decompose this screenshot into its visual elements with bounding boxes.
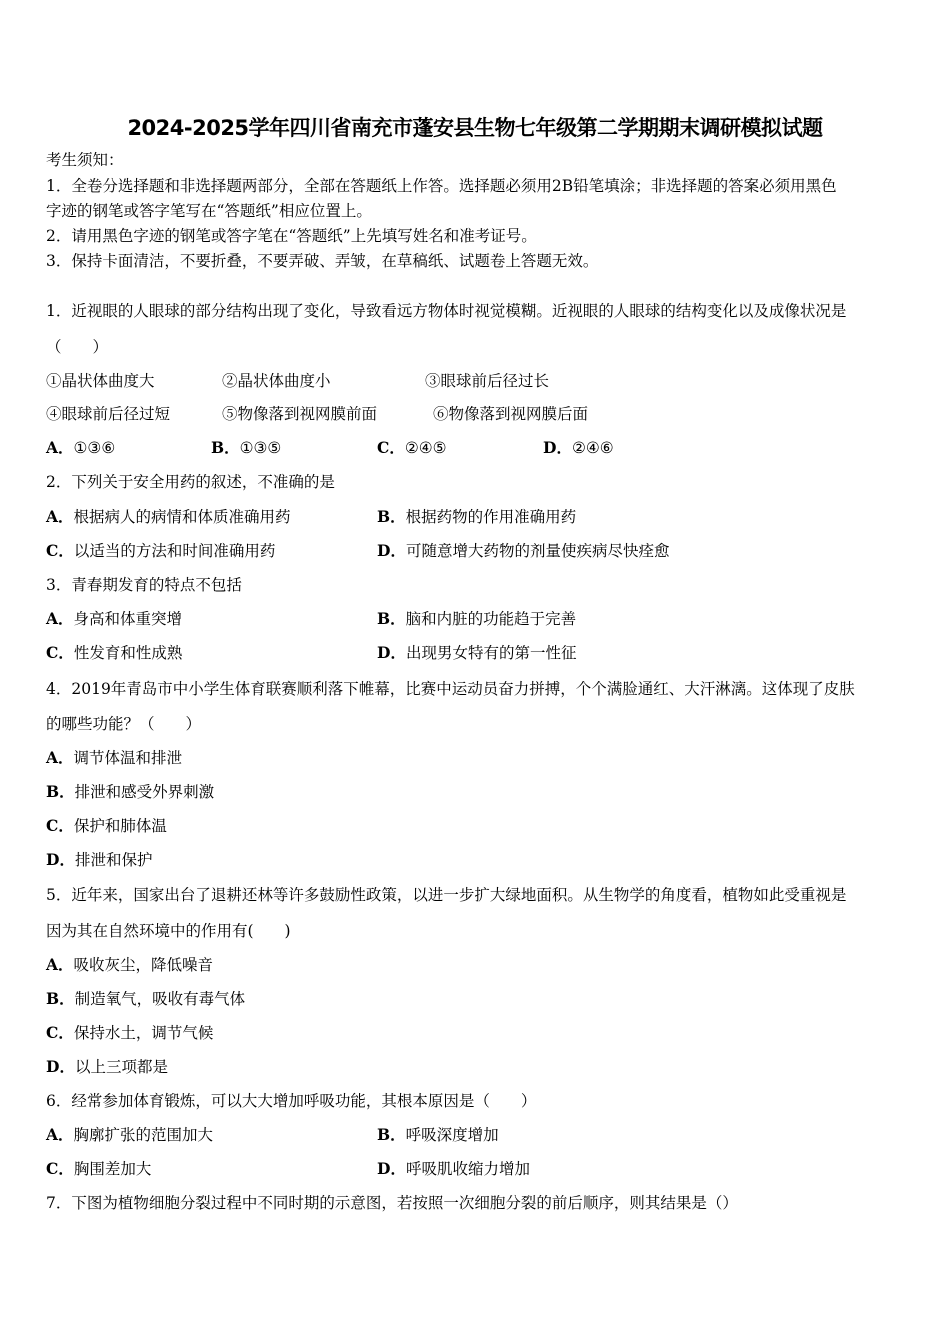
choice-text: 排泄和感受外界刺激 — [74, 783, 215, 801]
choice-letter: A． — [46, 438, 74, 457]
choice-letter: B． — [377, 609, 406, 628]
q5-choice-b[interactable] — [46, 989, 245, 1009]
q6-choice-b[interactable] — [377, 1125, 499, 1145]
choice-letter: C． — [46, 816, 74, 835]
question-4-stem-cont: 的哪些功能？（ ） — [46, 715, 202, 733]
choice-text: 出现男女特有的第一性征 — [405, 644, 577, 662]
choice-letter: D． — [46, 850, 75, 869]
choice-letter: C． — [46, 541, 74, 560]
q1-statement: ⑤物像落到视网膜前面 — [222, 405, 378, 423]
q1-choice-c[interactable] — [377, 438, 447, 458]
q6-choice-a[interactable] — [46, 1125, 213, 1145]
choice-text: 性发育和性成熟 — [73, 644, 183, 662]
q6-choice-d[interactable] — [377, 1159, 530, 1179]
choice-letter: B． — [377, 1125, 406, 1144]
q2-choice-a[interactable] — [46, 507, 291, 527]
notice-item: 3．保持卡面清洁，不要折叠，不要弄破、弄皱，在草稿纸、试题卷上答题无效。 — [46, 252, 599, 270]
choice-letter: D． — [377, 1159, 406, 1178]
notice-heading: 考生须知： — [46, 151, 124, 169]
choice-text: ②④⑤ — [404, 439, 447, 457]
choice-letter: C． — [46, 1023, 74, 1042]
choice-text: 调节体温和排泄 — [73, 749, 183, 767]
q1-statement: ②晶状体曲度小 — [222, 372, 331, 390]
q5-choice-a[interactable] — [46, 955, 213, 975]
q2-choice-c[interactable] — [46, 541, 275, 561]
choice-text: 保持水土，调节气候 — [73, 1024, 214, 1042]
choice-letter: B． — [211, 438, 240, 457]
choice-text: 可随意增大药物的剂量使疾病尽快痊愈 — [405, 542, 670, 560]
choice-letter: D． — [377, 643, 406, 662]
q4-choice-d[interactable] — [46, 850, 152, 870]
choice-text: 脑和内脏的功能趋于完善 — [405, 610, 577, 628]
choice-text: 呼吸肌收缩力增加 — [405, 1160, 530, 1178]
q4-choice-a[interactable] — [46, 748, 182, 768]
question-1-stem-bracket: （ ） — [46, 338, 109, 356]
choice-letter: C． — [377, 438, 405, 457]
choice-text: 以上三项都是 — [74, 1058, 168, 1076]
choice-text: 根据病人的病情和体质准确用药 — [73, 508, 291, 526]
notice-item: 1．全卷分选择题和非选择题两部分，全部在答题纸上作答。选择题必须用2B铅笔填涂；非选择题的答案必须用黑色 — [46, 177, 837, 195]
q1-statement: ⑥物像落到视网膜后面 — [433, 405, 589, 423]
choice-text: ②④⑥ — [571, 439, 614, 457]
q1-statement: ④眼球前后径过短 — [46, 405, 171, 423]
choice-letter: D． — [377, 541, 406, 560]
notice-item: 字迹的钢笔或答字笔写在“答题纸”相应位置上。 — [46, 202, 372, 220]
choice-text: 保护和肺体温 — [73, 817, 167, 835]
choice-text: 吸收灰尘，降低噪音 — [73, 956, 214, 974]
q3-choice-b[interactable] — [377, 609, 576, 629]
question-7-stem: 7．下图为植物细胞分裂过程中不同时期的示意图，若按照一次细胞分裂的前后顺序，则其结果是（） — [46, 1194, 738, 1212]
q5-choice-d[interactable] — [46, 1057, 168, 1077]
q1-statement: ①晶状体曲度大 — [46, 372, 155, 390]
choice-letter: A． — [46, 1125, 74, 1144]
question-1-stem: 1．近视眼的人眼球的部分结构出现了变化，导致看远方物体时视觉模糊。近视眼的人眼球的结构变化以及成像状况是 — [46, 302, 847, 320]
q2-choice-b[interactable] — [377, 507, 576, 527]
q3-choice-c[interactable] — [46, 643, 182, 663]
q1-choice-b[interactable] — [211, 438, 281, 458]
notice-item: 2．请用黑色字迹的钢笔或答字笔在“答题纸”上先填写姓名和准考证号。 — [46, 227, 537, 245]
choice-letter: B． — [46, 782, 75, 801]
page-title: 2024-2025学年四川省南充市蓬安县生物七年级第二学期期末调研模拟试题 — [127, 116, 823, 140]
choice-letter: A． — [46, 748, 74, 767]
question-2-stem: 2．下列关于安全用药的叙述，不准确的是 — [46, 473, 335, 491]
question-4-stem: 4．2019年青岛市中小学生体育联赛顺利落下帷幕，比赛中运动员奋力拼搏，个个满脸通红、大汗淋漓。这体现了皮肤 — [46, 680, 855, 698]
choice-text: ①③⑤ — [239, 439, 282, 457]
q3-choice-d[interactable] — [377, 643, 576, 663]
choice-text: 胸廓扩张的范围加大 — [73, 1126, 214, 1144]
question-3-stem: 3．青春期发育的特点不包括 — [46, 576, 242, 594]
choice-text: 身高和体重突增 — [73, 610, 183, 628]
choice-letter: C． — [46, 1159, 74, 1178]
question-5-stem-cont: 因为其在自然环境中的作用有( ) — [46, 922, 291, 940]
question-5-stem: 5．近年来，国家出台了退耕还林等许多鼓励性政策，以进一步扩大绿地面积。从生物学的角度看，植物如此受重视是 — [46, 886, 847, 904]
choice-text: ①③⑥ — [73, 439, 116, 457]
choice-letter: D． — [543, 438, 572, 457]
choice-text: 呼吸深度增加 — [405, 1126, 499, 1144]
choice-letter: C． — [46, 643, 74, 662]
q5-choice-c[interactable] — [46, 1023, 213, 1043]
q6-choice-c[interactable] — [46, 1159, 151, 1179]
choice-text: 以适当的方法和时间准确用药 — [73, 542, 276, 560]
choice-text: 制造氧气，吸收有毒气体 — [74, 990, 246, 1008]
choice-letter: D． — [46, 1057, 75, 1076]
choice-letter: A． — [46, 955, 74, 974]
choice-letter: A． — [46, 507, 74, 526]
q3-choice-a[interactable] — [46, 609, 182, 629]
choice-letter: B． — [46, 989, 75, 1008]
q1-choice-d[interactable] — [543, 438, 614, 458]
choice-letter: A． — [46, 609, 74, 628]
q1-statement: ③眼球前后径过长 — [425, 372, 550, 390]
q1-choice-a[interactable] — [46, 438, 115, 458]
choice-text: 排泄和保护 — [74, 851, 153, 869]
q4-choice-c[interactable] — [46, 816, 167, 836]
choice-text: 根据药物的作用准确用药 — [405, 508, 577, 526]
choice-text: 胸围差加大 — [73, 1160, 152, 1178]
q4-choice-b[interactable] — [46, 782, 214, 802]
question-6-stem: 6．经常参加体育锻炼，可以大大增加呼吸功能，其根本原因是（ ） — [46, 1092, 537, 1110]
choice-letter: B． — [377, 507, 406, 526]
q2-choice-d[interactable] — [377, 541, 669, 561]
